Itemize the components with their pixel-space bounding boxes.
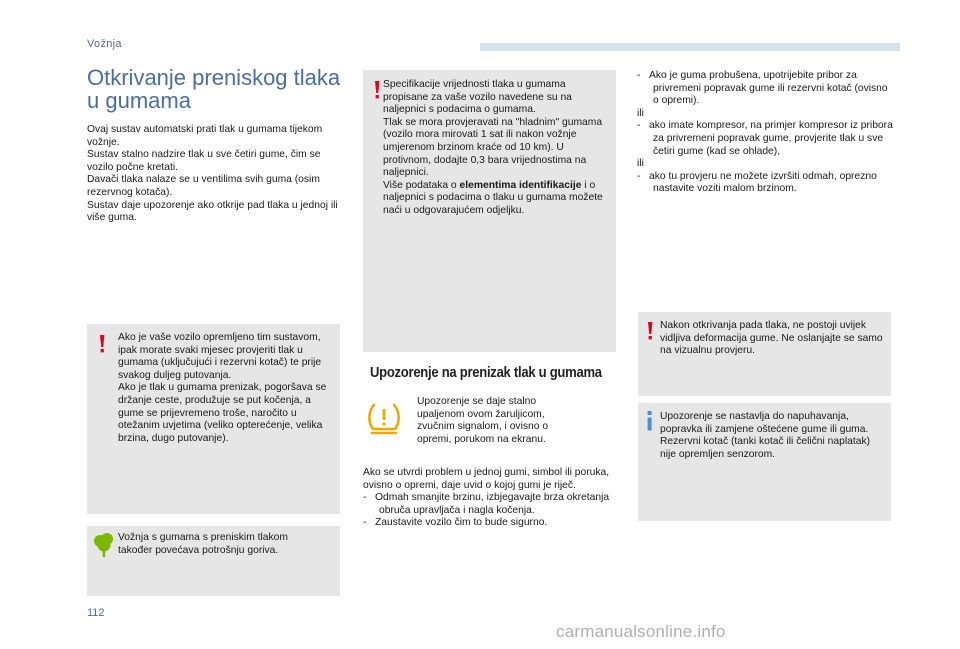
page-title: Otkrivanje preniskog tlaka u gumama: [87, 65, 341, 113]
spec-box-text: [383, 79, 607, 218]
problem-intro: Ako se utvrdi problem u jednoj gumi, simbol ili poruka, ovisno o opremi, daje uvid o kojoj gumi je riječ.: [363, 467, 610, 491]
action-list-item: - ako tu provjeru ne možete izvršiti odmah, oprezno nastavite voziti malom brzinom.: [637, 170, 877, 195]
section-subheading: Upozorenje na prenizak tlak u gumama: [370, 365, 602, 381]
warning-box-1-line: Ako je vaše vozilo opremljeno tim sustavom, ipak morate svaki mjesec provjeriti tlak u gumama (uključujući i rezervni kotač) te prije svakog duljeg putovanja.: [118, 332, 322, 381]
header-bar: [480, 43, 900, 51]
monthly-check-warning-box: [87, 324, 340, 514]
tree-eco-icon: [93, 532, 115, 558]
problem-list-item-text: Zaustavite vozilo čim to bude sigurno.: [375, 517, 548, 529]
intro-text: [87, 124, 339, 225]
intro-line: Sustav daje upozorenje ako otkrije pad tlaka u jednoj ili više guma.: [87, 199, 338, 224]
problem-list-item: - Odmah smanjite brzinu, izbjegavajte brza okretanja obruča upravljača i nagla kočenja.: [363, 492, 610, 516]
identification-elements-ref: elementima identifikacije: [459, 179, 582, 191]
fuel-consumption-eco-box: [87, 526, 340, 596]
action-list-item: - ako imate kompresor, na primjer kompresor iz pribora za privremeni popravak gume, provjerite tlak u sve četiri gume (kad se ohlade),: [637, 120, 893, 157]
visual-check-warning-box: [638, 312, 891, 396]
action-list-item-text: ako imate kompresor, na primjer kompresor iz pribora za privremeni popravak gume, provjerite tlak u sve četiri gume (kad se ohlade),: [649, 120, 893, 157]
info-paragraph-2: Rezervni kotač (tanki kotač ili čelični naplatak) nije opremljen senzorom.: [660, 436, 871, 460]
spare-wheel-info-box: [638, 403, 891, 521]
warning-box-1-text: [118, 332, 330, 445]
watermark-text: carmanualsonline.info: [556, 622, 726, 641]
exclamation-warning-icon: [372, 80, 382, 100]
warning-box-1-line: Ako je tlak u gumama prenizak, pogoršava se držanje ceste, produžuje se put kočenja, a gume se prijevremeno troše, naročito u otežanim uvjetima (veliko opterećenje, velika brzina, dugo putovanje).: [118, 382, 327, 444]
problem-list-item-text: Odmah smanjite brzinu, izbjegavajte brza okretanja obruča upravljača i nagla kočenja.: [375, 492, 610, 516]
info-paragraph-1: Upozorenje se nastavlja do napuhavanja, popravka ili zamjene oštećene gume ili guma.: [660, 411, 869, 435]
or-separator: ili: [637, 107, 644, 119]
or-separator: ili: [637, 158, 644, 170]
eco-box-text: Vožnja s gumama s preniskim tlakom također povećava potrošnju goriva.: [118, 532, 288, 556]
warning-box-2-text: Nakon otkrivanja pada tlaka, ne postoji uvijek vidljiva deformacija gume. Ne oslanjajte se samo na vizualnu provjeru.: [660, 320, 883, 357]
spec-p3-post: i o naljepnici s podacima o tlaku u gumama možete naći u odgovarajućem odjeljku.: [383, 179, 603, 216]
action-list-item-text: ako tu provjeru ne možete izvršiti odmah, oprezno nastavite voziti malom brzinom.: [649, 170, 877, 195]
spec-paragraph-2: Tlak se mora provjeravati na "hladnim" gumama (vozilo mora mirovati 1 sat ili nakon vožnje umjerenom brzinom kraće od 10 km). U protivnom, dodajte 0,3 bara vrijednostima na naljepnici.: [383, 116, 603, 179]
problem-list-item: - Zaustavite vozilo čim to bude sigurno.: [363, 517, 548, 529]
warning-lamp-text: Upozorenje se daje stalno upaljenom ovom žaruljicom, zvučnim signalom, i ovisno o opremi, porukom na ekranu.: [417, 396, 549, 445]
tyre-pressure-warning-lamp-icon: [366, 401, 402, 435]
spec-paragraph-1: Specifikacije vrijednosti tlaka u gumama propisane za vaše vozilo navedene su na naljepnici s podacima o gumama.: [383, 79, 572, 116]
intro-line: Davači tlaka nalaze se u ventilima svih guma (osim rezervnog kotača).: [87, 174, 320, 198]
spec-p3-pre: Više podataka o: [383, 179, 460, 191]
info-box-text: [660, 411, 884, 461]
tyre-pressure-spec-box: [363, 70, 616, 352]
page-number: 112: [87, 607, 105, 619]
action-list-item: - Ako je guma probušena, upotrijebite pribor za privremeni popravak gume ili rezervni kotač (ovisno o opremi).: [637, 70, 888, 107]
action-list-item-text: Ako je guma probušena, upotrijebite pribor za privremeni popravak gume ili rezervni kotač (ovisno o opremi).: [649, 70, 888, 107]
intro-line: Ovaj sustav automatski prati tlak u gumama tijekom vožnje.: [87, 124, 323, 148]
section-label: Vožnja: [87, 38, 122, 50]
problem-text: [363, 467, 618, 530]
spec-paragraph-3: [383, 180, 607, 218]
exclamation-warning-icon: [645, 321, 655, 341]
exclamation-warning-icon: [97, 334, 107, 354]
action-list: [637, 70, 893, 196]
info-icon: [646, 410, 654, 432]
intro-line: Sustav stalno nadzire tlak u sve četiri gume, čim se vozilo počne kretati.: [87, 149, 321, 173]
